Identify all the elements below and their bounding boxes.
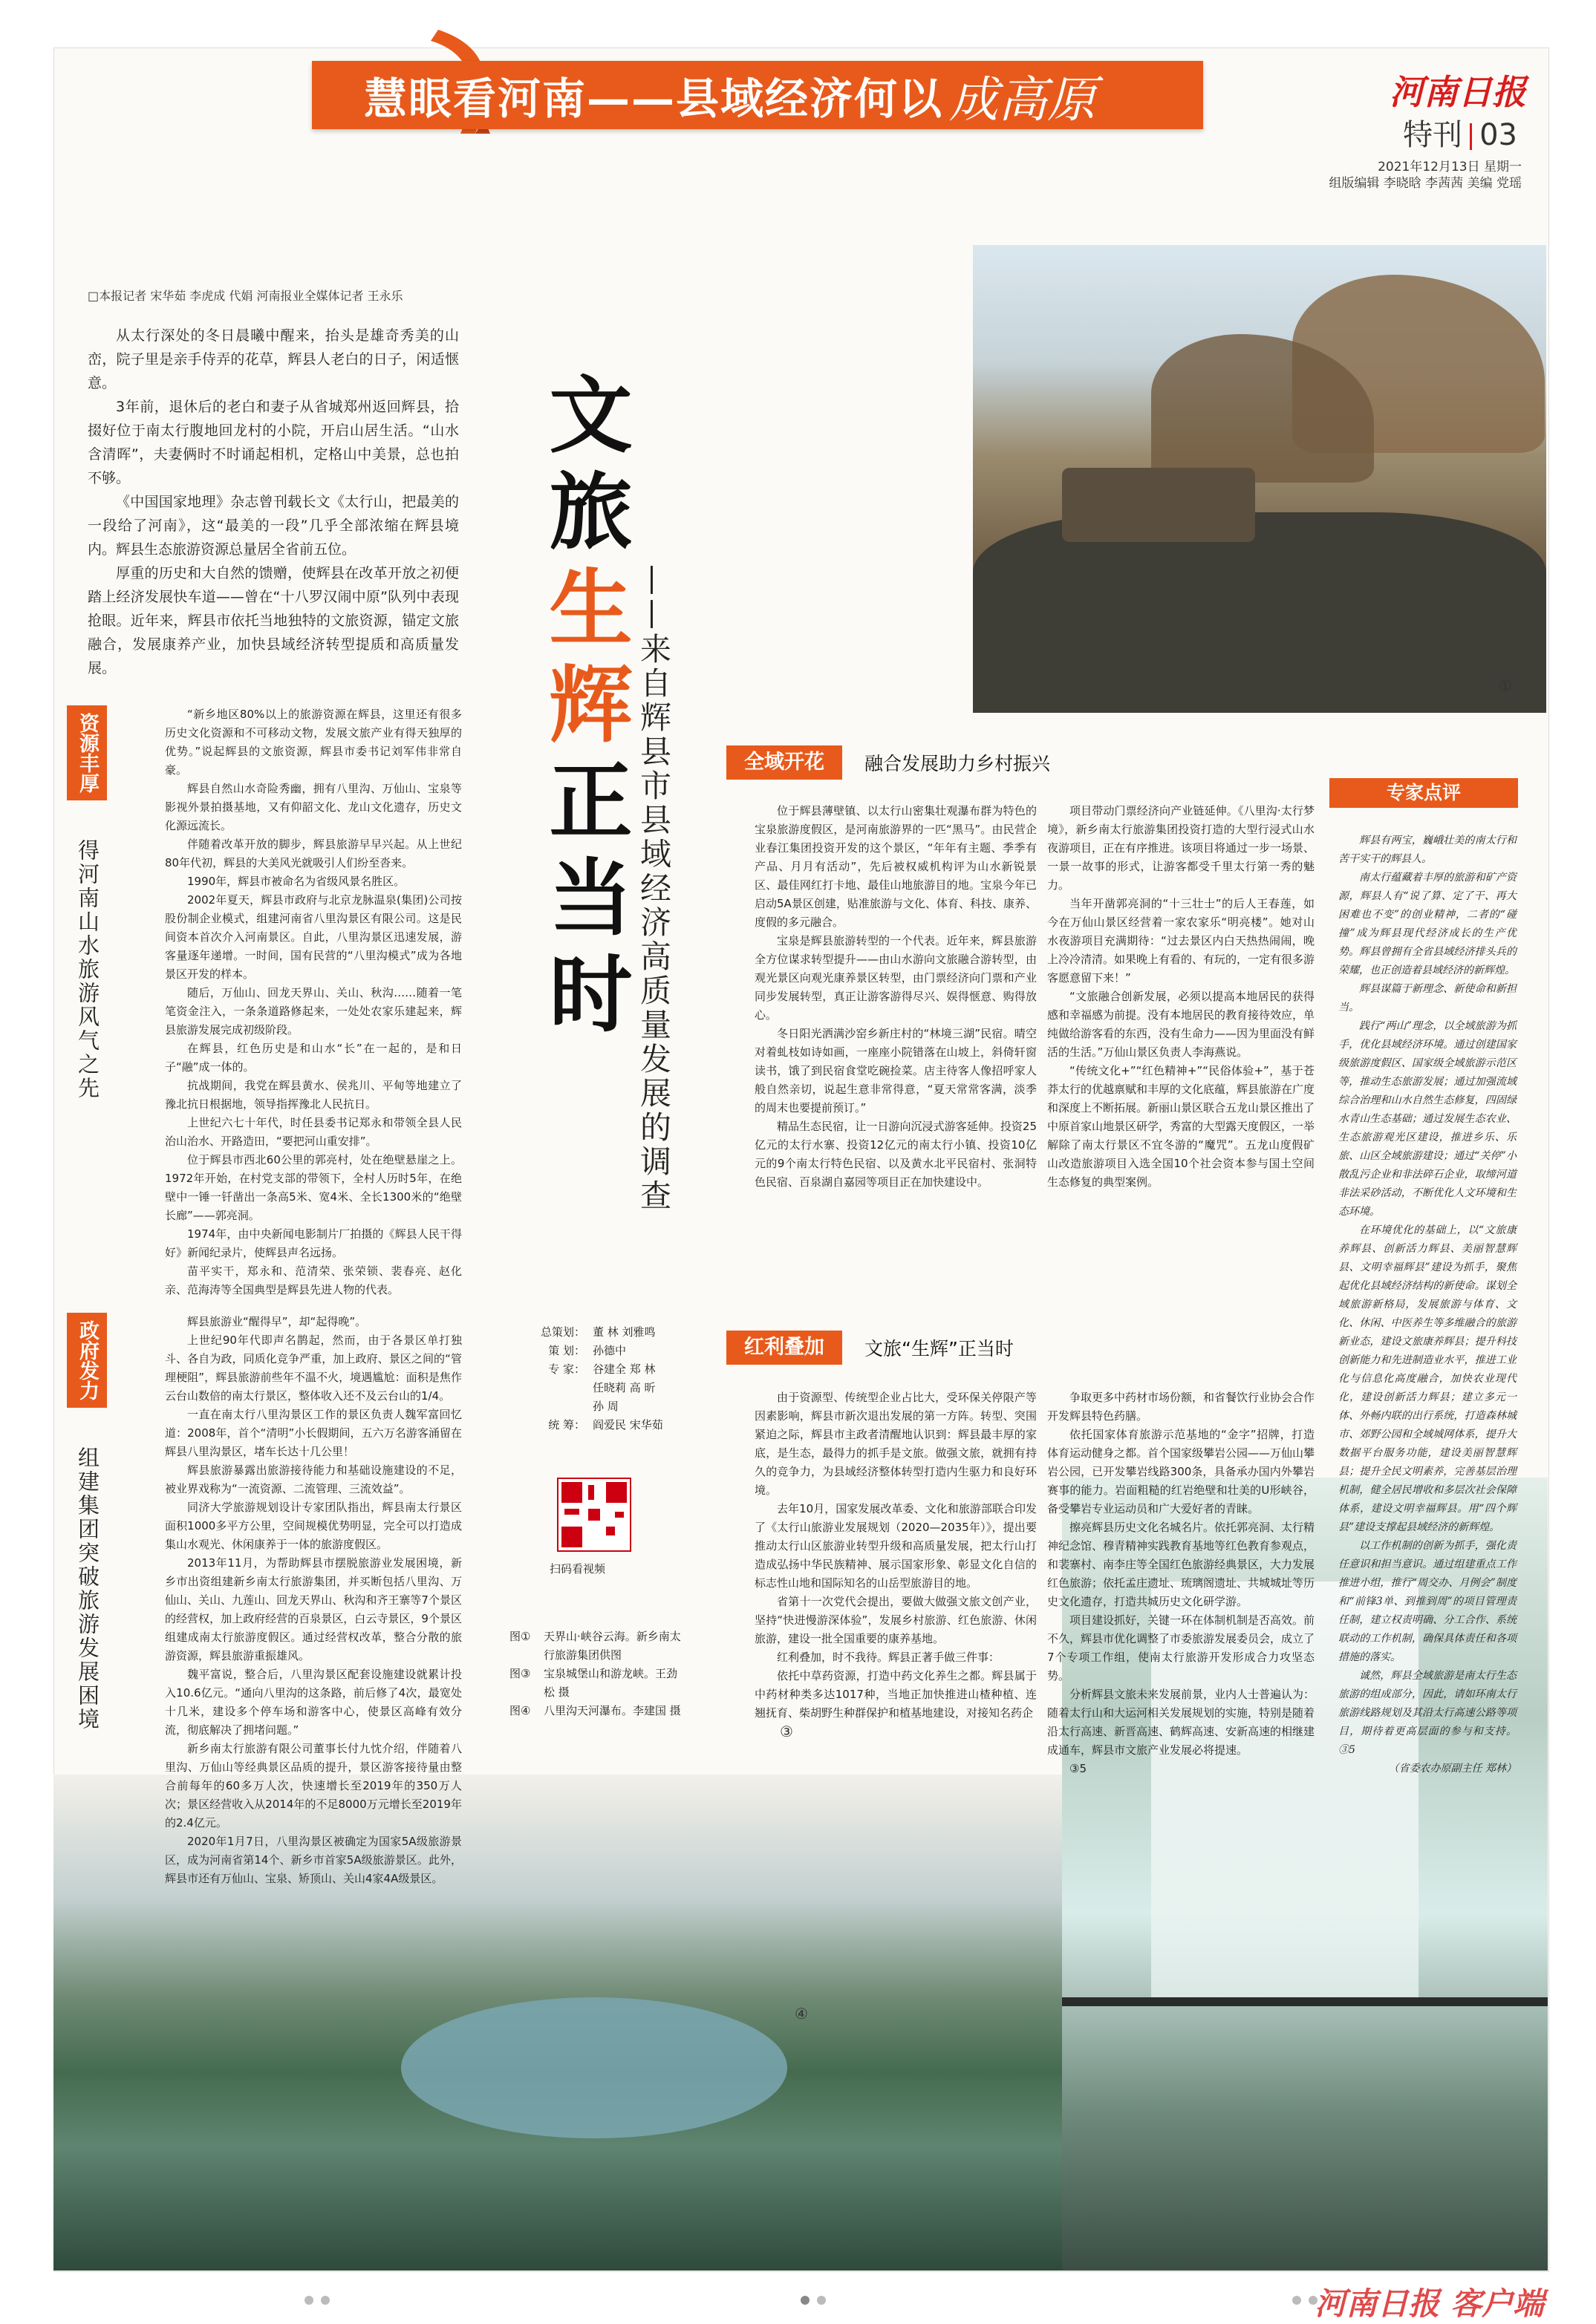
page-indicator-dot[interactable] [1292,2296,1301,2305]
paragraph: 2002年夏天，辉县市政府与北京龙脉温泉(集团)公司按股份制企业模式，组建河南省八里沟景区有限公司。这是民间资本首次介入河南景区。自此，八里沟景区迅速发展，游客量逐年递增。一时间，国有民营的“八里沟模式”成为各地景区开发的样本。 [165,893,462,981]
section1-text [165,705,462,1299]
paragraph: 红利叠加，时不我待。辉县正著手做三件事： [777,1651,1000,1664]
paragraph: 以工作机制的创新为抓手，强化责任意识和担当意识。通过组建重点工作推进小组，推行“周交办、月例会”制度和“前锋3单、到推到周”的项目管理责任制，建立权责明确、分工合作、系统联动的工作机制，确保具体责任和各项措施的落实。 [1338,1540,1517,1663]
paragraph: 1990年，辉县市被命名为省级风景名胜区。 [187,875,405,888]
lead-text [88,324,459,680]
section-title-fullscope: 融合发展助力乡村振兴 [864,753,1051,774]
paragraph: 位于辉县市西北60公里的郭亮村，处在绝壁悬崖之上。1972年开始，在村党支部的带领下，全村人历时5年，在绝壁中一锤一钎凿出一条高5米、宽4米、全长1300米的“绝壁长廊”——郭亮洞。 [165,1153,462,1222]
paragraph: 依托国家体育旅游示范基地的“金字”招牌，打造体育运动健身之都。首个国家级攀岩公园——万仙山攀岩公园，已开发攀岩线路300条，具备承办国内外攀岩赛事的能力。岩面粗糙的红岩绝壁和壮美的U形峡谷，备受攀岩专业运动员和广大爱好者的青睐。 [1047,1428,1315,1515]
section4-col2 [1047,1388,1315,1778]
paragraph: 分析辉县文旅未来发展前景，业内人士普遍认为：随着太行山和大运河相关发展规划的实施，特别是随着沿太行高速、新晋高速、鹤辉高速、安新高速的相继建成通车，辉县市文旅产业发展必将提速。 [1047,1688,1315,1757]
paragraph: 在辉县，红色历史是和山水“长”在一起的，是和日子“融”成一体的。 [165,1042,462,1074]
photo-canyon-clouds [973,245,1546,713]
credit-key [526,1397,585,1416]
paragraph: “文旅融合创新发展，必须以提高本地居民的获得感和幸福感为前提。没有本地居民的教育接待效应，单纯做给游客看的东西，没有生命力——因为里面没有鲜活的生活。”万仙山景区负责人李海燕说。 [1047,990,1315,1059]
byline: □本报记者 宋华茹 李虎成 代娟 河南报业全媒体记者 王永乐 [88,289,403,303]
credit-key: 策 划： [548,1344,585,1357]
paragraph: 冬日阳光洒满沙窑乡新庄村的“林境三湖”民宿。晴空对着虬枝如诗如画，一座座小院错落在山坡上，斜倚轩窗读书，饿了到民宿食堂吃碗捡菜。店主待客人像招呼家人般自然亲切，说起生意非常得意，“夏天常常客满，淡季的周末也要提前预订。” [755,1027,1037,1114]
section-head-fullscope [726,745,1050,780]
section-tag-government: 政府发力 [67,1313,107,1408]
paragraph: 当年开凿郭亮洞的“十三壮士”的后人王春莲，如今在万仙山景区经营着一家农家乐“明亮楼”。她对山水夜游项目充满期待：“过去景区内白天热热闹闹，晚上冷冷清清。如果晚上有看的、有玩的，一定有很多游客愿意留下来！” [1047,897,1315,985]
photo-number-4: ④ [795,2005,808,2023]
paragraph: 践行“两山”理念，以全域旅游为抓手，优化县域经济环境。通过创建国家级旅游度假区、国家级全域旅游示范区等，推动生态旅游发展；通过加强流域综合治理和山水自然生态修复，四固绿水青山生态基础；通过发展生态农业、生态旅游观光区建设，推进乡乐、乐旅、山区全域旅游建设；通过“关停”小散乱污企业和非法碎石企业，取缔河道非法采砂活动，不断优化人文环境和生态环境。 [1338,1020,1517,1218]
credit-value: 孙 周 [593,1400,619,1413]
paragraph: 在环境优化的基础上，以“文旅康养辉县、创新活力辉县、美丽智慧辉县、文明幸福辉县”建设为抓手，聚焦起优化县域经济结构的新使命。谋划全域旅游新格局，发展旅游与体育、文化、休闲、中医养生等多维融合的旅游新业态，建设文旅康养辉县；提升科技创新能力和先进制造业水平，推进工业化与信息化高度融合，加快农业现代化，建设创新活力辉县；建立多元一体、外畅内联的出行系统，打造森林城市、郊野公园和全域城网体系，提升大数据平台服务功能，建设美丽智慧辉县；提升全民文明素养，完善基层治理机制，健全居民增收和多层次社会保障体系，建设文明幸福辉县。用“四个辉县”建设支撑起县域经济的新辉煌。 [1338,1224,1517,1533]
paragraph: 争取更多中药材市场份额，和省餐饮行业协会合作开发辉县特色药膳。 [1047,1391,1315,1423]
section-title-dividends: 文旅“生辉”正当时 [864,1338,1014,1360]
app-watermark: 河南日报 客户端 [1315,2285,1544,2322]
paragraph: 去年10月，国家发展改革委、文化和旅游部联合印发了《太行山旅游业发展规划（2020—2035年）》，提出要推动太行山区旅游业转型升级和高质量发展，把太行山打造成弘扬中华民族精神、展示国家形象、彰显文化自信的标志性山地和国际知名的山岳型旅游目的地。 [755,1502,1037,1590]
photo-number-3: ③ [780,1723,793,1740]
paragraph: 1974年，由中央新闻电影制片厂拍摄的《辉县人民干得好》新闻纪录片，使辉县声名远扬。 [165,1227,462,1259]
paragraph: 擦亮辉县历史文化名城名片。依托郭亮洞、太行精神纪念馆、穆青精神实践教育基地等红色教育参观点，和裴寨村、南李庄等全国红色旅游经典景区，大力发展红色旅游；依托孟庄遗址、琉璃阁遗址、共城城址等历史文化遗存，打造共城历史文化研学游。 [1047,1521,1315,1608]
page-indicator-dot[interactable] [817,2296,826,2305]
credits-block [526,1323,663,1434]
headline-band [312,61,1203,129]
lead-paragraph: 厚重的历史和大自然的馈赠，使辉县在改革开放之初便踏上经济发展快车道——曾在“十八罗汉闹中原”队列中表现抢眼。近年来，辉县市依托当地独特的文旅资源，锚定文旅融合，发展康养产业，加快县域经济转型提质和高质量发展。 [88,565,459,676]
paragraph: 位于辉县薄壁镇、以太行山密集壮观瀑布群为特色的宝泉旅游度假区，是河南旅游界的一匹“黑马”。由民营企业春江集团投资开发的这个景区，“年年有主题、季季有产品、月月有活动”，先后被权威机构评为山水新锐景区、最佳网红打卡地、最佳山地旅游目的地。宝泉今年已启动5A景区创建，贴准旅游与文化、体育、科技、康养、度假的多元融合。 [755,804,1037,929]
subtitle: ——来自辉县市县域经济高质量发展的调查 [636,564,672,1213]
paragraph: 伴随着改革开放的脚步，辉县旅游早早兴起。从上世纪80年代初，辉县的大美风光就吸引人们纷至沓来。 [165,838,462,869]
title-part1: 文旅 [535,371,633,564]
main-title [524,371,644,1047]
paragraph: 苗平实干，郑永和、范清荣、张荣锁、裴春亮、赵化亲、范海涛等全国典型是辉县先进人物的代表。 [165,1264,462,1296]
issue-separator [1470,123,1472,150]
section4-col1 [755,1388,1037,1723]
paragraph: 辉县谋篇于新理念、新使命和新担当。 [1338,983,1517,1014]
paragraph: 项目建设抓好，关键一环在体制机制是否高效。前不久，辉县市优化调整了市委旅游发展委员会，成立了7个专项工作组，使南太行旅游开发形成合力攻坚态势。 [1047,1613,1315,1682]
headline: 慧眼看河南——县域经济何以 [364,74,944,124]
paragraph: 项目带动门票经济向产业链延伸。《八里沟·太行梦境》，新乡南太行旅游集团投资打造的大型行浸式山水夜游项目，正在有序推进。该项目将通过一步一场景、一景一故事的形式，让游客都受千里太行第一秀的魅力。 [1047,804,1315,892]
expert-label: 专家点评 [1329,778,1518,808]
section-subtitle-resources: 得河南山水旅游风气之先 [75,839,100,1100]
paragraph: 辉县有两宝，巍峨壮美的南太行和苦干实干的辉县人。 [1338,835,1517,865]
caption-key: 图③ [509,1667,531,1680]
section2-text [165,1313,462,1888]
masthead-logo: 河南日报 [1390,72,1526,112]
expert-author: （省委农办原副主任 郑林） [1388,1763,1517,1775]
lead-paragraph: 3年前，退休后的老白和妻子从省城郑州返回辉县，拾掇好位于南太行腹地回龙村的小院，开启山居生活。“山水含清晖”，夫妻俩时不时诵起相机，定格山中美景，总也拍不够。 [88,399,459,486]
credit-value: 阎爱民 宋华茹 [593,1418,663,1432]
paragraph: “传统文化+”“红色精神+”“民俗体验+”，基于苍莽太行的优越禀赋和丰厚的文化底蕴，辉县旅游在广度和深度上不断拓展。新丽山景区联合五龙山景区推出了中原首家山地景区研学，秀富的大型露天度假区，一举解除了南太行景区不宜冬游的“魔咒”。五龙山度假矿山改造旅游项目入选全国10个社会资本参与国土空间生态修复的典型案例。 [1047,1064,1315,1189]
paragraph: 诚然，辉县全域旅游是南太行生态旅游的组成部分，因此，请如环南太行旅游线路规划及其沿太行高速公路等项目，期待着更高层面的参与和支持。③5 [1338,1670,1517,1756]
credit-key: 统 筹： [548,1418,585,1432]
photo-captions [509,1628,688,1720]
title-highlight: 生辉 [535,564,633,757]
credit-value: 董 林 刘雅鸣 [593,1325,656,1339]
caption-text: 天界山·峡谷云海。新乡南太行旅游集团供图 [544,1630,681,1662]
paragraph: 上世纪六七十年代，时任县委书记郑永和带领全县人民治山治水、开路造田，“要把河山重安排”。 [165,1116,462,1148]
title-part2: 正当时 [535,757,633,1047]
paragraph: 依托中草药资源，打造中药文化养生之都。辉县属于中药材种类多达1017种，当地正加快推进山楂种植、连翘抚育、柴胡野生种群保护和植基地建设，对接知名药企 [755,1669,1037,1720]
section-tag-fullscope: 全域开花 [726,745,842,780]
section-tag-resources: 资源丰厚 [67,705,107,800]
issue-label [1403,111,1517,154]
paragraph: 由于资源型、传统型企业占比大，受环保关停限产等因素影响，辉县市新次退出发展的第一方阵。转型、突围紧迫之际，辉县市主政者清醒地认识到：辉县最丰厚的家底，是生态，最得力的抓手是文旅。做强文旅，就拥有持久的竞争力，为县域经济整体转型打造内生驱力和良好环境。 [755,1391,1037,1497]
paragraph: 宝泉是辉县旅游转型的一个代表。近年来，辉县旅游全方位谋求转型提升——由山水游向文旅融合游转型，由观光景区向观光康养景区转型，由门票经济向门票和产业同步发展转型，真正让游客游得尽兴、娱得惬意、购得放心。 [755,934,1037,1022]
credit-key: 总策划： [540,1325,585,1339]
paragraph: 上世纪90年代即声名鹊起，然而，由于各景区单打独斗、各自为政，同质化竞争严重，加上政府、景区之间的“管理梗阻”，辉县旅游前些年不温不火，境遇尴尬：面积是焦作云台山数倍的南太行景区，整体收入还不及云台山的1/4。 [165,1334,462,1403]
paragraph: 辉县自然山水奇险秀幽，拥有八里沟、万仙山、宝泉等影视外景拍摄基地，又有仰韶文化、龙山文化遗存，历史文化源远流长。 [165,782,462,832]
page-indicator-dot[interactable] [801,2296,810,2305]
credit-key [526,1379,585,1397]
section-subtitle-government: 组建集团突破旅游发展困境 [75,1446,100,1731]
credit-value: 孙德中 [593,1344,627,1357]
editors: 组版编辑 李晓晗 李茜茜 美编 党瑶 [1329,176,1522,191]
paragraph: 辉县旅游暴露出旅游接待能力和基础设施建设的不足，被业界戏称为“一流资源、二流管理、三流效益”。 [165,1463,462,1495]
headline-emphasis: 成高原 [949,71,1097,128]
credit-value: 谷建全 郑 林 [593,1362,656,1376]
paragraph: 抗战期间，我党在辉县黄水、侯兆川、平甸等地建立了豫北抗日根据地，领导指挥豫北人民抗日。 [165,1079,462,1111]
issue-number: 03 [1479,118,1517,152]
credit-value: 任晓莉 高 昕 [593,1381,656,1394]
caption-key: 图④ [509,1704,531,1717]
lake-water [401,1997,787,2138]
paragraph: 魏平富说，整合后，八里沟景区配套设施建设就累计投入10.6亿元。“通向八里沟的这条路，前后修了4次，最宽处十几米，建设多个停车场和游客中心，使景区高峰有效分流，彻底解决了拥堵问题。” [165,1668,462,1737]
qr-code[interactable] [557,1478,631,1552]
section3-col2 [1047,802,1315,1192]
paragraph: 精品生态民宿，让一日游向沉浸式游客延伸。投资25亿元的太行水寨、投资12亿元的南太行小镇、投资10亿元的9个南太行特色民宿、以及黄水北平民宿村、张洞特色民宿、百泉湖自嘉园等项目正在加快建设中。 [755,1120,1037,1189]
lead-paragraph: 《中国国家地理》杂志曾刊载长文《太行山，把最美的一段给了河南》，这“最美的一段”几乎全部浓缩在辉县境内。辉县生态旅游资源总量居全省前五位。 [88,494,459,558]
paragraph: 辉县旅游业“醒得早”，却“起得晚”。 [187,1315,367,1328]
issue-title: 特刊 [1403,118,1463,152]
paragraph: 2020年1月7日，八里沟景区被确定为国家5A级旅游景区，成为河南省第14个、新乡市首家5A级旅游景区。此外，辉县市还有万仙山、宝泉、矫顶山、关山4家4A级景区。 [165,1835,462,1885]
caption-text: 八里沟天河瀑布。李建国 摄 [544,1704,681,1717]
paragraph: 同济大学旅游规划设计专家团队指出，辉县南太行景区面积1000多平方公里，空间规模优势明显，完全可以打造成集山水观光、休闲康养于一体的旅游度假区。 [165,1501,462,1551]
paragraph: 2013年11月，为帮助辉县市摆脱旅游业发展困境，新乡市出资组建新乡南太行旅游集团，并买断包括八里沟、万仙山、关山、九莲山、回龙天界山、秋沟和齐王寨等7个景区的经营权，加上政府经营的百泉景区，白云寺景区，9个景区组建成南太行旅游度假区。通过经营权改革，整合分散的旅游资源，辉县旅游重振雄风。 [165,1556,462,1662]
paragraph: 随后，万仙山、回龙天界山、关山、秋沟……随着一笔笔资金注入，一条条道路修起来，一处处农家乐建起来，辉县旅游发展完成初级阶段。 [165,986,462,1037]
endnote: ③5 [1069,1762,1087,1775]
page-indicator-dot[interactable] [304,2296,313,2305]
photo-number-1: ① [1499,677,1512,695]
section-head-dividends [726,1331,1014,1365]
paragraph: 新乡南太行旅游有限公司董事长付九忱介绍，伴随着八里沟、万仙山等经典景区品质的提升，景区游客接待量由整合前每年的60多万人次，快速增长至2019年的350万人次；景区经营收入从2014年的不足8000万元增长至2019年的2.4亿元。 [165,1742,462,1830]
page-indicator-dot[interactable] [321,2296,330,2305]
section-tag-dividends: 红利叠加 [726,1331,842,1365]
caption-text: 宝泉城堡山和游龙峡。王劲松 摄 [544,1667,678,1699]
caption-key: 图① [509,1630,531,1643]
dateline [1329,159,1522,192]
credit-key: 专 家： [548,1362,585,1376]
qr-label: 扫码看视频 [550,1562,606,1576]
section3-col1 [755,802,1037,1192]
expert-commentary [1338,832,1517,1778]
paragraph: 省第十一次党代会提出，要做大做强文旅文创产业，坚持“快进慢游深体验”，发展乡村旅游、红色旅游、休闲旅游，建设一批全国重要的康养基地。 [755,1595,1037,1645]
paragraph: 一直在南太行八里沟景区工作的景区负责人魏军富回忆道：2008年，首个“清明”小长假期间，五六万名游客涌留在辉县八里沟景区，堵车长达十几公里！ [165,1408,462,1458]
paragraph: 南太行蕴藏着丰厚的旅游和矿产资源，辉县人有“说了算、定了干、再大困难也不变”的创业精神，二者的“碰撞”成为辉县现代经济成长的生产优势。辉县曾拥有全省县域经济排头兵的荣耀，也正创造着县域经济的新辉煌。 [1338,872,1517,976]
paragraph: “新乡地区80%以上的旅游资源在辉县，这里还有很多历史文化资源和不可移动文物，发展文旅产业有得天独厚的优势。”说起辉县的文旅资源，辉县市委书记刘军伟非常自豪。 [165,708,462,777]
issue-date: 2021年12月13日 星期一 [1378,160,1522,174]
lead-paragraph: 从太行深处的冬日晨曦中醒来，抬头是雄奇秀美的山峦，院子里是亲手侍弄的花草，辉县人老白的日子，闲适惬意。 [88,327,459,391]
